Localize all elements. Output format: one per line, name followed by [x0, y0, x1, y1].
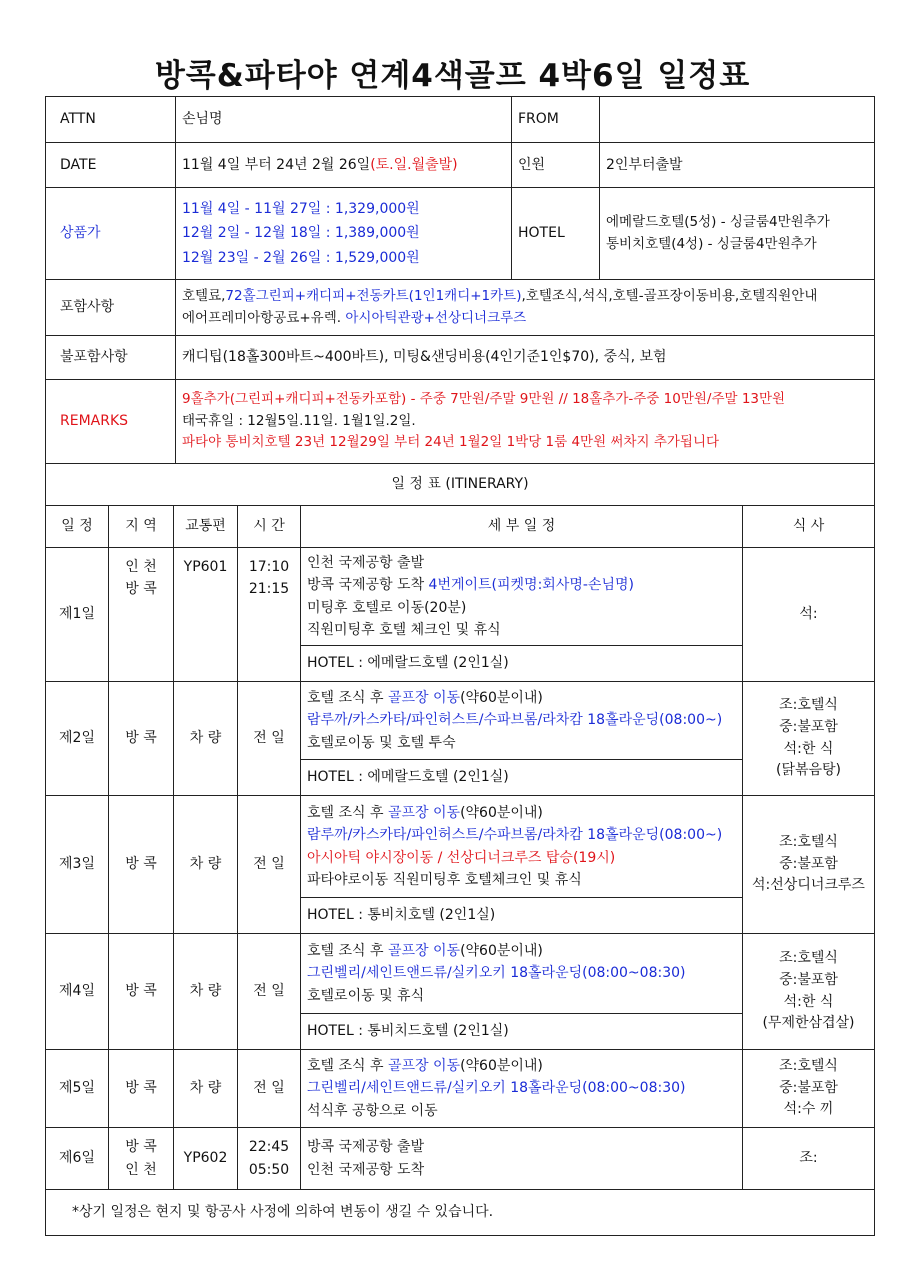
transport: 차 량: [174, 1050, 238, 1128]
detail-line: [307, 687, 736, 709]
table-row-day2: [46, 682, 875, 760]
detail-cell: [301, 1050, 743, 1128]
detail-golf-move: 골프장 이동: [387, 1057, 461, 1074]
included-text: 호텔료,: [182, 287, 226, 304]
time: 전 일: [238, 796, 301, 934]
detail-line: 석식후 공항으로 이동: [307, 1102, 438, 1119]
price-row: [46, 188, 875, 280]
meal: 조:호텔식: [779, 833, 838, 850]
meal: 조:호텔식: [779, 950, 838, 967]
remarks-label: REMARKS: [46, 380, 176, 464]
detail-line: 그린벨리/세인트앤드류/실키오키 18홀라운딩(08:00~08:30): [307, 965, 686, 982]
info-table: [45, 96, 875, 506]
price-item: 11월 4일 - 11월 27일 : 1,329,000원: [182, 200, 420, 217]
detail-text: (약60분이내): [460, 689, 543, 706]
date-cell: [176, 143, 512, 188]
from-label: FROM: [512, 97, 600, 143]
meal: 조:: [799, 1149, 818, 1166]
detail-cell: [301, 548, 743, 646]
price-item: 12월 23일 - 2월 26일 : 1,529,000원: [182, 249, 420, 266]
meal: 중:불포함: [779, 1079, 838, 1096]
remarks-line: 태국휴일 : 12월5일.11일. 1월1일.2일.: [182, 412, 416, 429]
included-tour: 아시아틱관광+선상디너크루즈: [345, 309, 527, 326]
footer-note: *상기 일정은 현지 및 항공사 사정에 의하여 변동이 생길 수 있습니다.: [46, 1190, 875, 1236]
detail-golf-move: 골프장 이동: [387, 942, 461, 959]
detail-gate: 4번게이트(피켓명:회사명-손님명): [428, 577, 634, 594]
meal: 석:한 식: [783, 740, 834, 757]
detail-line: 호텔로이동 및 호텔 투숙: [307, 734, 456, 751]
date-note: (토.일.월출발): [370, 156, 458, 173]
detail-text: (약60분이내): [460, 942, 543, 959]
detail-text: 호텔 조식 후: [307, 689, 388, 706]
col-header-time: 시 간: [238, 506, 301, 548]
table-row-day1: [46, 548, 875, 646]
meal: (무제한삼겹살): [762, 1015, 855, 1032]
transport: 차 량: [174, 682, 238, 796]
detail-text: 호텔 조식 후: [307, 942, 388, 959]
region: 방 콕: [125, 581, 157, 598]
hotel-label: HOTEL: [512, 188, 600, 280]
day-label: 제4일: [46, 934, 109, 1050]
itinerary-header-row: [46, 506, 875, 548]
detail-line: 직원미팅후 호텔 체크인 및 휴식: [307, 621, 501, 638]
day-label: 제3일: [46, 796, 109, 934]
detail-line: 파타야로이동 직원미팅후 호텔체크인 및 휴식: [307, 871, 582, 888]
region: 방 콕: [109, 934, 174, 1050]
detail-line: [307, 940, 736, 962]
itinerary-heading: 일 정 표 (ITINERARY): [46, 464, 875, 506]
region-cell: [109, 1128, 174, 1190]
region: 인 천: [125, 1161, 157, 1178]
table-row-day4: [46, 934, 875, 1014]
detail-golf-move: 골프장 이동: [387, 689, 461, 706]
time: 17:10: [248, 559, 290, 575]
col-header-meals: 식 사: [743, 506, 875, 548]
time: 21:15: [248, 581, 290, 598]
meal: 석:한 식: [783, 993, 834, 1010]
date-value: 11월 4일 부터 24년 2월 26일: [182, 156, 371, 173]
region: 방 콕: [109, 796, 174, 934]
detail-line: [307, 574, 736, 596]
included-line: [182, 286, 868, 308]
attn-row: [46, 97, 875, 143]
meal: (닭볶음탕): [775, 762, 842, 779]
price-label: 상품가: [46, 188, 176, 280]
excluded-row: [46, 336, 875, 380]
pax-value: 2인부터출발: [600, 143, 875, 188]
time: 전 일: [238, 1050, 301, 1128]
col-header-day: 일 정: [46, 506, 109, 548]
included-text: 에어프레미아항공료+유렉.: [182, 309, 342, 326]
included-label: 포함사항: [46, 280, 176, 336]
detail-line: 람루까/카스카타/파인허스트/수파브롬/라차캄 18홀라운딩(08:00~): [307, 712, 723, 729]
detail-text: (약60분이내): [460, 1057, 543, 1074]
region-cell: [109, 548, 174, 682]
detail-line: [307, 802, 736, 824]
detail-line: 그린벨리/세인트앤드류/실키오키 18홀라운딩(08:00~08:30): [307, 1080, 686, 1097]
region: 방 콕: [109, 682, 174, 796]
included-text: ,호텔조식,석식,호텔-골프장이동비용,호텔직원안내: [521, 287, 818, 304]
remarks-line: 파타야 통비치호텔 23년 12월29일 부터 24년 1월2일 1박당 1룸 4만원 써차지 추가됩니다: [182, 434, 720, 451]
detail-text: 호텔 조식 후: [307, 1057, 388, 1074]
detail-line: 람루까/카스카타/파인허스트/수파브롬/라차캄 18홀라운딩(08:00~): [307, 827, 723, 844]
detail-line: 방콕 국제공항 출발: [307, 1139, 425, 1156]
detail-line: 아시아틱 야시장이동 / 선상디너크루즈 탑승(19시): [307, 849, 616, 866]
hotel-list: [600, 188, 875, 280]
time: 05:50: [248, 1161, 290, 1178]
table-row-day5: [46, 1050, 875, 1128]
detail-line: 인천 국제공항 도착: [307, 1161, 425, 1178]
meals-cell: [743, 682, 875, 796]
transport: 차 량: [174, 796, 238, 934]
included-value: [176, 280, 875, 336]
from-value: [600, 97, 875, 143]
time: 전 일: [238, 682, 301, 796]
excluded-label: 불포함사항: [46, 336, 176, 380]
attn-label: ATTN: [46, 97, 176, 143]
meal: 조:호텔식: [779, 1057, 838, 1074]
detail-text: (약60분이내): [460, 804, 543, 821]
region: 방 콕: [109, 1050, 174, 1128]
day-label: 제2일: [46, 682, 109, 796]
attn-value: 손님명: [176, 97, 512, 143]
detail-line: 호텔로이동 및 휴식: [307, 987, 425, 1004]
detail-cell: [301, 1128, 743, 1190]
page-title: 방콕&파타야 연계4색골프 4박6일 일정표: [154, 58, 751, 94]
hotel-item: 에메랄드호텔(5성) - 싱글룸4만원추가: [606, 213, 830, 230]
region: 방 콕: [125, 1139, 157, 1156]
pax-label: 인원: [512, 143, 600, 188]
meals-cell: [743, 548, 875, 682]
meal: 석:선상디너크루즈: [752, 877, 865, 894]
col-header-region: 지 역: [109, 506, 174, 548]
meal: 중:불포함: [779, 971, 838, 988]
meal: 중:불포함: [779, 718, 838, 735]
included-golf: 72홀그린피+캐디피+전동카트(1인1캐디+1카트): [225, 287, 522, 304]
remarks-row: [46, 380, 875, 464]
meals-cell: [743, 934, 875, 1050]
transport: YP602: [174, 1128, 238, 1190]
detail-line: 미팅후 호텔로 이동(20분): [307, 599, 467, 616]
remarks-value: [176, 380, 875, 464]
detail-cell: [301, 682, 743, 760]
meal: 석:수 끼: [783, 1101, 834, 1118]
price-list: [176, 188, 512, 280]
hotel-line: HOTEL : 통비치호텔 (2인1실): [301, 898, 743, 934]
col-header-transport: 교통편: [174, 506, 238, 548]
day-label: 제6일: [46, 1128, 109, 1190]
time-cell: [238, 1128, 301, 1190]
day-label: 제5일: [46, 1050, 109, 1128]
table-row-day6: [46, 1128, 875, 1190]
included-row: [46, 280, 875, 336]
region: 인 천: [125, 559, 157, 575]
detail-text: 방콕 국제공항 도착: [307, 577, 429, 594]
meal: 중:불포함: [779, 855, 838, 872]
meals-cell: [743, 1128, 875, 1190]
detail-cell: [301, 796, 743, 898]
day-label: 제1일: [46, 548, 109, 682]
itinerary-table: [45, 505, 875, 1236]
col-header-detail: 세 부 일 정: [301, 506, 743, 548]
detail-line: [307, 1055, 736, 1077]
meal: 석:: [799, 605, 818, 622]
detail-line: 인천 국제공항 출발: [307, 554, 425, 571]
transport: YP601: [174, 548, 238, 682]
price-item: 12월 2일 - 12월 18일 : 1,389,000원: [182, 225, 420, 242]
excluded-value: 캐디팁(18홀300바트~400바트), 미팅&샌딩비용(4인기준1인$70), 중식, 보험: [176, 336, 875, 380]
included-line: [182, 308, 868, 330]
time-cell: [238, 548, 301, 682]
detail-cell: [301, 934, 743, 1014]
hotel-item: 통비치호텔(4성) - 싱글룸4만원추가: [606, 235, 817, 252]
table-row-day3: [46, 796, 875, 898]
meals-cell: [743, 796, 875, 934]
hotel-line: HOTEL : 에메랄드호텔 (2인1실): [301, 646, 743, 682]
remarks-line: 9홀추가(그린피+캐디피+전동카포함) - 주중 7만원/주말 9만원 // 18홀추가-주중 10만원/주말 13만원: [182, 391, 786, 408]
transport: 차 량: [174, 934, 238, 1050]
time: 22:45: [248, 1139, 290, 1156]
date-row: [46, 143, 875, 188]
meal: 조:호텔식: [779, 697, 838, 714]
detail-text: 호텔 조식 후: [307, 804, 388, 821]
hotel-line: HOTEL : 통비치드호텔 (2인1실): [301, 1014, 743, 1050]
footer-row: [46, 1190, 875, 1236]
meals-cell: [743, 1050, 875, 1128]
time: 전 일: [238, 934, 301, 1050]
itinerary-heading-row: [46, 464, 875, 506]
hotel-line: HOTEL : 에메랄드호텔 (2인1실): [301, 760, 743, 796]
date-label: DATE: [46, 143, 176, 188]
detail-golf-move: 골프장 이동: [387, 804, 461, 821]
